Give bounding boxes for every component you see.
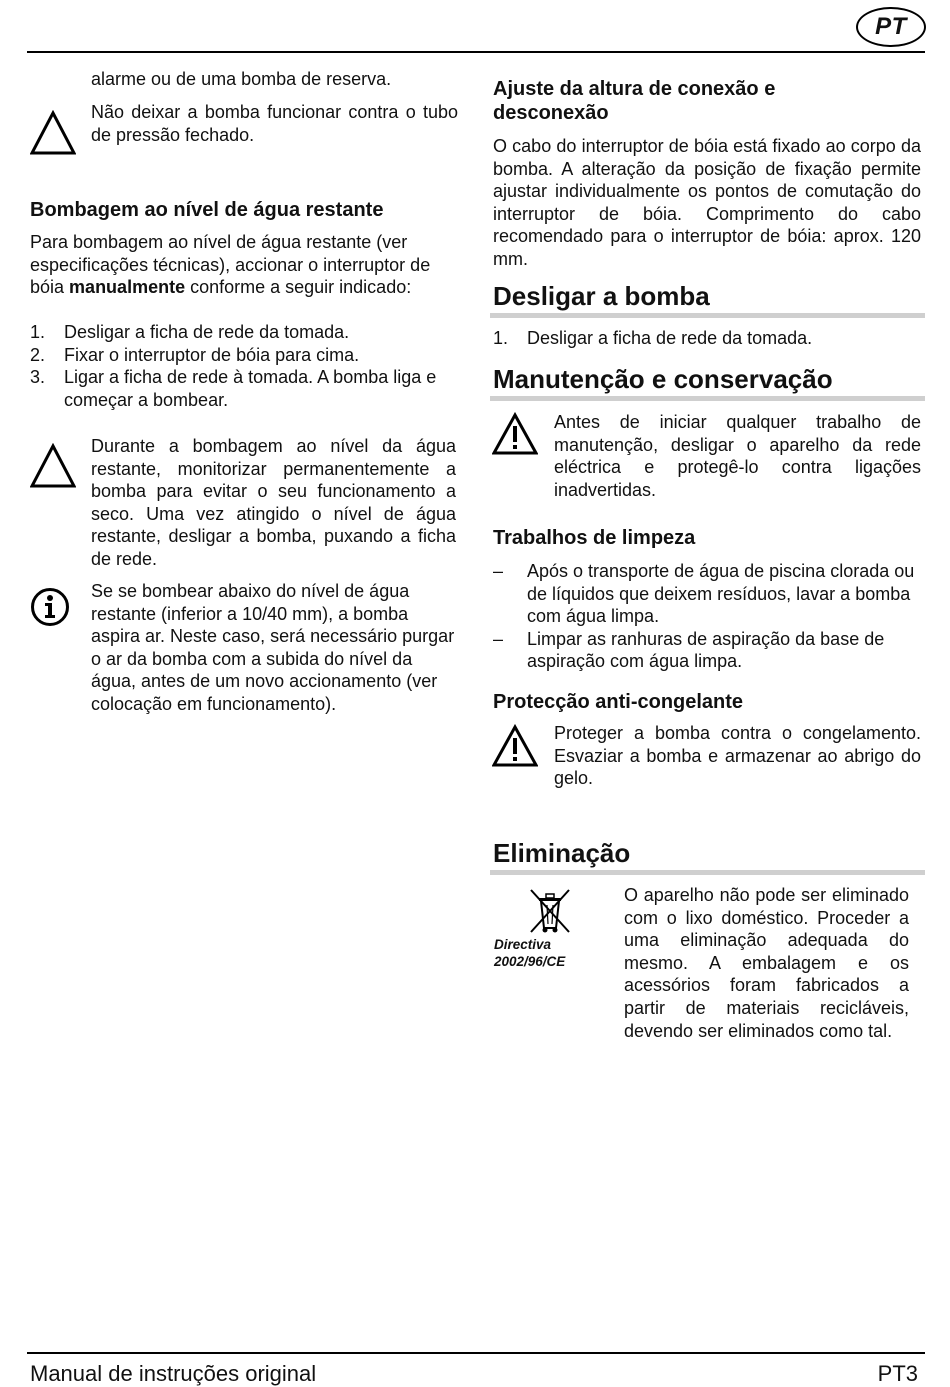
section-title-cleaning: Trabalhos de limpeza — [493, 527, 696, 549]
step-number: 1. — [493, 328, 509, 348]
caption-line-2: 2002/96/CE — [494, 954, 566, 969]
step-text: Desligar a ficha de rede da tomada. — [64, 322, 350, 342]
warning-triangle-icon — [30, 443, 76, 489]
section-title-switch-off: Desligar a bomba — [493, 281, 710, 311]
step-text: Fixar o interruptor de bóia para cima. — [64, 344, 360, 365]
info-below-residual: Se se bombear abaixo do nível de água restante (inferior a 10/40 mm), a bomba aspira ar. Neste caso, será necessário purgar o ar da bomba com a subida do nível da água, antes de um novo accionamento (ver colocação em funcionamento). — [91, 581, 455, 714]
info-icon — [30, 587, 70, 627]
section-title-frost-protection: Protecção anti-congelante — [493, 691, 744, 713]
page-number: PT3 — [877, 1361, 918, 1386]
section-title-maintenance: Manutenção e conservação — [493, 364, 833, 394]
cleaning-item-text: Após o transporte de água de piscina clorada ou de líquidos que deixem resíduos, lavar a bomba com água limpa. — [527, 561, 915, 627]
list-item — [30, 321, 440, 344]
intro-line: alarme ou de uma bomba de reserva. — [91, 69, 392, 89]
residual-intro-text-b: conforme a seguir indicado: — [185, 277, 412, 298]
caption-line-1: Directiva — [494, 937, 552, 952]
step-text: Desligar a ficha de rede da tomada. — [527, 328, 813, 348]
cleaning-list — [493, 560, 923, 673]
section-rule — [490, 313, 925, 318]
list-item — [493, 327, 923, 350]
step-number: 1. — [30, 322, 46, 342]
section-title-switch-height: Ajuste da altura de conexão e desconexão — [493, 78, 776, 124]
warning-triangle-icon — [30, 110, 76, 156]
weee-crossed-bin-icon — [527, 886, 573, 936]
frost-warning: Proteger a bomba contra o congelamento. Esvaziar a bomba e armazenar ao abrigo do gelo. — [554, 723, 921, 789]
section-rule — [490, 870, 925, 875]
section-title-residual-pumping: Bombagem ao nível de água restante — [30, 199, 384, 221]
residual-pumping-intro — [30, 231, 460, 299]
footer-rule — [27, 1352, 925, 1354]
residual-pumping-steps — [30, 321, 440, 411]
switch-off-steps — [493, 327, 923, 350]
maintenance-warning: Antes de iniciar qualquer trabalho de manutenção, desligar o aparelho da rede eléctrica e protegê-lo contra ligações inadvertidas. — [554, 412, 921, 500]
warning-exclamation-icon — [492, 724, 538, 768]
list-item — [493, 560, 923, 628]
residual-intro-text-a: Para bombagem ao nível de água restante (ver especificações técnicas), accionar o interruptor de bóia — [30, 232, 431, 298]
residual-intro-bold: manualmente — [69, 277, 186, 298]
dash-bullet: – — [493, 628, 504, 649]
step-text: Ligar a ficha de rede à tomada. A bomba liga e começar a bombear. — [64, 367, 437, 410]
disposal-text: O aparelho não pode ser eliminado com o lixo doméstico. Proceder a uma eliminação adequada do mesmo. A embalagem e os acessórios foram fabricados a partir de materiais recicláveis, devendo ser eliminados como tal. — [624, 885, 909, 1041]
list-item — [493, 628, 923, 673]
section-rule — [490, 396, 925, 401]
switch-height-text: O cabo do interruptor de bóia está fixado ao corpo da bomba. A alteração da posição de fixação permite ajustar individualmente os pontos de comutação do interruptor de bóia. Comprimento do cabo recomendado para o interruptor de bóia: aprox. 120 mm. — [493, 136, 921, 269]
language-badge: PT — [856, 7, 926, 47]
weee-directive-caption — [494, 936, 604, 970]
warning-closed-pipe: Não deixar a bomba funcionar contra o tubo de pressão fechado. — [91, 102, 458, 145]
footer-manual-title: Manual de instruções original — [30, 1361, 317, 1386]
list-item — [30, 344, 440, 367]
section-title-disposal: Eliminação — [493, 838, 631, 868]
cleaning-item-text: Limpar as ranhuras de aspiração da base de aspiração com água limpa. — [527, 628, 885, 672]
step-number: 3. — [30, 367, 46, 388]
step-number: 2. — [30, 344, 46, 365]
list-item — [30, 366, 440, 411]
dash-bullet: – — [493, 561, 504, 581]
warning-dry-run: Durante a bombagem ao nível da água restante, monitorizar permanentemente a bomba para evitar o seu funcionamento a seco. Uma vez atingido o nível de água restante, desligar a bomba, puxando a ficha de rede. — [91, 436, 456, 569]
header-rule — [27, 51, 925, 53]
warning-exclamation-icon — [492, 412, 538, 456]
